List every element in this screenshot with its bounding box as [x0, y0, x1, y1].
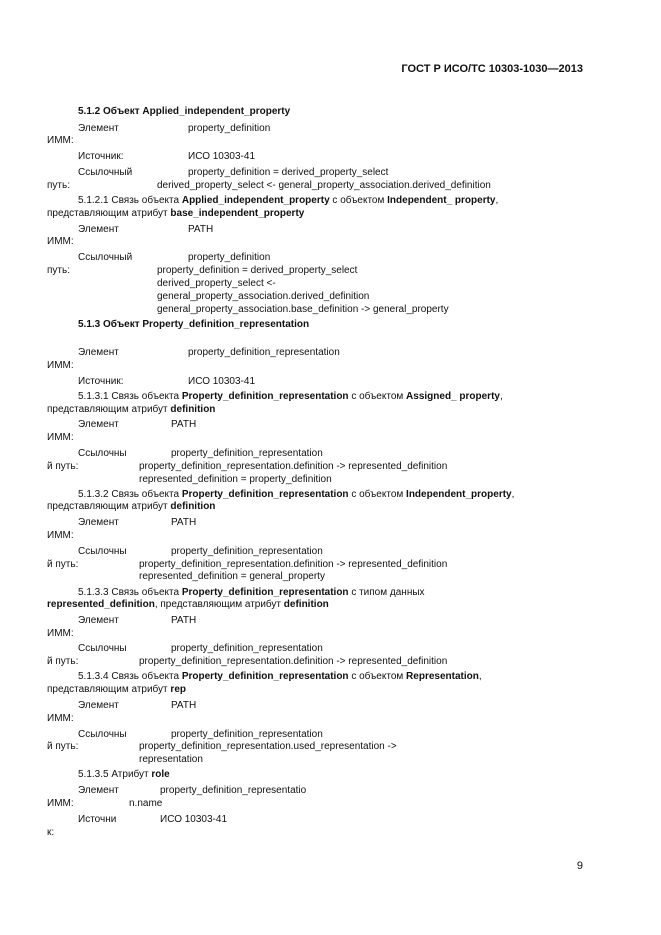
text-line-l1: [78, 123, 119, 135]
document-header: ГОСТ Р ИСО/ТС 10303-1030—2013: [401, 63, 583, 75]
text-run: general_property_association.derived_definition: [157, 291, 370, 302]
text-run: PATH: [171, 419, 197, 430]
text-run: derived_property_select <-: [157, 278, 276, 289]
text-line-l20x: [139, 754, 203, 766]
text-run: Ссылочны: [78, 729, 127, 740]
text-run: definition: [170, 404, 216, 415]
text-run: ,: [495, 195, 499, 206]
text-run: представляющим атрибут: [47, 208, 171, 219]
text-run: 5.1.3.2 Связь объекта: [78, 489, 182, 500]
text-run: role: [151, 769, 170, 780]
text-run: 5.1.2 Объект Applied_independent_property: [78, 106, 291, 117]
text-line-l16c: [47, 628, 74, 640]
text-run: represented_definition = property_definition: [139, 474, 332, 485]
text-run: base_independent_property: [170, 208, 305, 219]
text-run: Элемент: [78, 123, 119, 134]
text-run: property_definition_representation.definition -> represented_definition: [139, 461, 448, 472]
text-run: Ссылочны: [78, 448, 127, 459]
text-line-l17v: [171, 643, 323, 655]
text-line-l7c: [47, 360, 74, 372]
text-line-l16: [78, 615, 119, 627]
text-line-l9: [78, 391, 503, 403]
text-run: ИММ:: [47, 432, 74, 443]
text-line-l2: [78, 151, 123, 163]
text-line-l3w: [157, 180, 491, 192]
text-line-s512-head: [78, 106, 290, 118]
text-line-l10: [78, 419, 119, 431]
text-line-l19c: [47, 713, 74, 725]
text-run: represented_definition = general_property: [139, 571, 325, 582]
text-run: представляющим атрибут: [47, 684, 171, 695]
text-line-l22w: [129, 798, 162, 810]
text-line-l23: [78, 814, 116, 826]
text-run: Элемент: [78, 785, 119, 796]
text-line-l12: [78, 489, 514, 501]
text-run: ИММ:: [47, 236, 74, 247]
text-run: n.name: [129, 798, 163, 809]
text-line-s513-head: [78, 319, 309, 331]
text-run: Assigned_ property: [406, 391, 500, 402]
text-run: Источни: [78, 814, 117, 825]
text-run: Independent_ property: [387, 195, 496, 206]
text-run: property_definition_representatio: [160, 785, 307, 796]
text-run: ИСО 10303-41: [160, 814, 228, 825]
text-run: property_definition_representation: [171, 643, 323, 654]
text-run: й путь:: [47, 741, 79, 752]
text-line-l21: [78, 769, 170, 781]
text-run: Property_definition_representation: [181, 391, 349, 402]
text-run: 5.1.3.4 Связь объекта: [78, 671, 182, 682]
text-run: ИММ:: [47, 135, 74, 146]
text-run: property_definition_representation.definition -> represented_definition: [139, 656, 448, 667]
text-run: representation: [139, 754, 203, 765]
text-run: ИММ:: [47, 628, 74, 639]
text-run: к:: [47, 827, 55, 838]
text-run: general_property_association.base_definition -> general_property: [157, 304, 449, 315]
text-line-l8: [78, 376, 123, 388]
text-line-l5v: [188, 224, 213, 236]
text-run: definition: [283, 599, 329, 610]
text-run: Property_definition_representation: [181, 489, 349, 500]
text-line-l22: [78, 785, 119, 797]
text-line-l11w: [139, 461, 447, 473]
text-run: PATH: [171, 615, 197, 626]
text-run: property_definition_representation.used_representation ->: [139, 741, 397, 752]
text-line-l6c: [47, 265, 70, 277]
text-run: property_definition: [188, 123, 271, 134]
text-run: Источник:: [78, 151, 124, 162]
text-line-l14x: [139, 571, 325, 583]
text-run: путь:: [47, 265, 70, 276]
text-line-l17w: [139, 656, 447, 668]
text-line-l18: [78, 671, 482, 683]
text-line-l8v: [188, 376, 255, 388]
text-line-l6y: [157, 291, 369, 303]
text-run: представляющим атрибут: [47, 404, 171, 415]
text-run: й путь:: [47, 461, 79, 472]
text-line-l5: [78, 224, 119, 236]
text-run: с объектом: [329, 195, 388, 206]
text-line-l14c: [47, 559, 78, 571]
text-run: derived_property_select <- general_property_association.derived_definition: [157, 180, 491, 191]
text-line-l22v: [160, 785, 306, 797]
text-line-l19: [78, 700, 119, 712]
text-line-l3v: [188, 167, 388, 179]
text-line-l4c: [47, 208, 304, 220]
text-line-l11c: [47, 461, 78, 473]
text-run: 5.1.3 Объект Property_definition_representation: [78, 319, 310, 330]
text-line-l14: [78, 546, 127, 558]
text-run: property_definition_representation: [188, 347, 340, 358]
text-line-l17: [78, 643, 127, 655]
text-line-l7: [78, 347, 119, 359]
text-run: с объектом: [348, 391, 407, 402]
text-line-l6w: [157, 265, 357, 277]
text-run: Элемент: [78, 419, 119, 430]
text-run: Property_definition_representation: [181, 587, 349, 598]
text-run: Representation: [406, 671, 479, 682]
text-run: property_definition_representation: [171, 546, 323, 557]
text-run: Independent_property: [406, 489, 512, 500]
text-run: ИСО 10303-41: [188, 376, 256, 387]
text-line-l15c: [47, 599, 329, 611]
text-run: property_definition = derived_property_select: [157, 265, 358, 276]
text-run: ИСО 10303-41: [188, 151, 256, 162]
text-line-l16v: [171, 615, 196, 627]
text-run: представляющим атрибут: [47, 501, 171, 512]
text-run: ,: [478, 671, 482, 682]
text-line-l13v: [171, 517, 196, 529]
text-run: property_definition: [188, 252, 271, 263]
text-line-l2v: [188, 151, 255, 163]
text-run: property_definition_representation: [171, 729, 323, 740]
text-run: Ссылочны: [78, 643, 127, 654]
text-run: 5.1.3.1 Связь объекта: [78, 391, 182, 402]
text-line-l3c: [47, 180, 70, 192]
text-run: Ссылочный: [78, 167, 133, 178]
text-line-l3: [78, 167, 132, 179]
text-line-l14v: [171, 546, 323, 558]
text-run: путь:: [47, 180, 70, 191]
text-line-l5c: [47, 236, 74, 248]
text-line-l1c: [47, 135, 74, 147]
text-line-l1v: [188, 123, 270, 135]
text-run: rep: [170, 684, 186, 695]
text-line-l22c: [47, 798, 74, 810]
text-line-l4: [78, 195, 498, 207]
text-run: property_definition_representation.definition -> represented_definition: [139, 559, 448, 570]
text-line-l6x: [157, 278, 276, 290]
text-line-l13: [78, 517, 119, 529]
text-run: Элемент: [78, 700, 119, 711]
text-run: с объектом: [348, 489, 407, 500]
text-run: Property_definition_representation: [181, 671, 349, 682]
text-run: Элемент: [78, 224, 119, 235]
text-run: 5.1.3.5 Атрибут: [78, 769, 152, 780]
text-line-l11x: [139, 474, 332, 486]
text-line-l13c: [47, 530, 74, 542]
text-run: PATH: [171, 517, 197, 528]
text-line-l11v: [171, 448, 323, 460]
text-run: Элемент: [78, 347, 119, 358]
text-run: ИММ:: [47, 360, 74, 371]
text-run: Элемент: [78, 615, 119, 626]
text-line-l20c: [47, 741, 78, 753]
text-run: Ссылочны: [78, 546, 127, 557]
text-line-l6: [78, 252, 132, 264]
text-run: с типом данных: [348, 587, 425, 598]
text-run: ИММ:: [47, 713, 74, 724]
text-line-l10c: [47, 432, 74, 444]
text-run: Элемент: [78, 517, 119, 528]
text-run: property_definition_representation: [171, 448, 323, 459]
text-line-l7v: [188, 347, 340, 359]
text-line-l10v: [171, 419, 196, 431]
text-run: 5.1.2.1 Связь объекта: [78, 195, 182, 206]
text-run: ,: [499, 391, 503, 402]
text-line-l23c: [47, 827, 54, 839]
text-run: с объектом: [348, 671, 407, 682]
text-run: PATH: [171, 700, 197, 711]
text-run: й путь:: [47, 656, 79, 667]
text-run: Источник:: [78, 376, 124, 387]
text-line-l19v: [171, 700, 196, 712]
text-run: , представляющим атрибут: [154, 599, 284, 610]
text-run: й путь:: [47, 559, 79, 570]
text-line-l18c: [47, 684, 186, 696]
text-run: Applied_independent_property: [181, 195, 330, 206]
page-number: 9: [576, 860, 583, 872]
text-line-l17c: [47, 656, 78, 668]
text-line-l15: [78, 587, 425, 599]
text-line-l14w: [139, 559, 447, 571]
text-run: PATH: [188, 224, 214, 235]
text-run: 5.1.3.3 Связь объекта: [78, 587, 182, 598]
text-line-l6z: [157, 304, 449, 316]
text-run: Ссылочный: [78, 252, 133, 263]
text-run: ,: [511, 489, 515, 500]
text-line-l9c: [47, 404, 215, 416]
text-line-l20: [78, 729, 127, 741]
text-line-l23v: [160, 814, 227, 826]
text-line-l12c: [47, 501, 215, 513]
text-line-l6v: [188, 252, 270, 264]
text-run: ИММ:: [47, 530, 74, 541]
text-run: represented_definition: [47, 599, 155, 610]
text-run: ИММ:: [47, 798, 74, 809]
text-run: definition: [170, 501, 216, 512]
text-line-l11: [78, 448, 127, 460]
text-line-l20v: [171, 729, 323, 741]
text-line-l20w: [139, 741, 397, 753]
text-run: property_definition = derived_property_select: [188, 167, 389, 178]
